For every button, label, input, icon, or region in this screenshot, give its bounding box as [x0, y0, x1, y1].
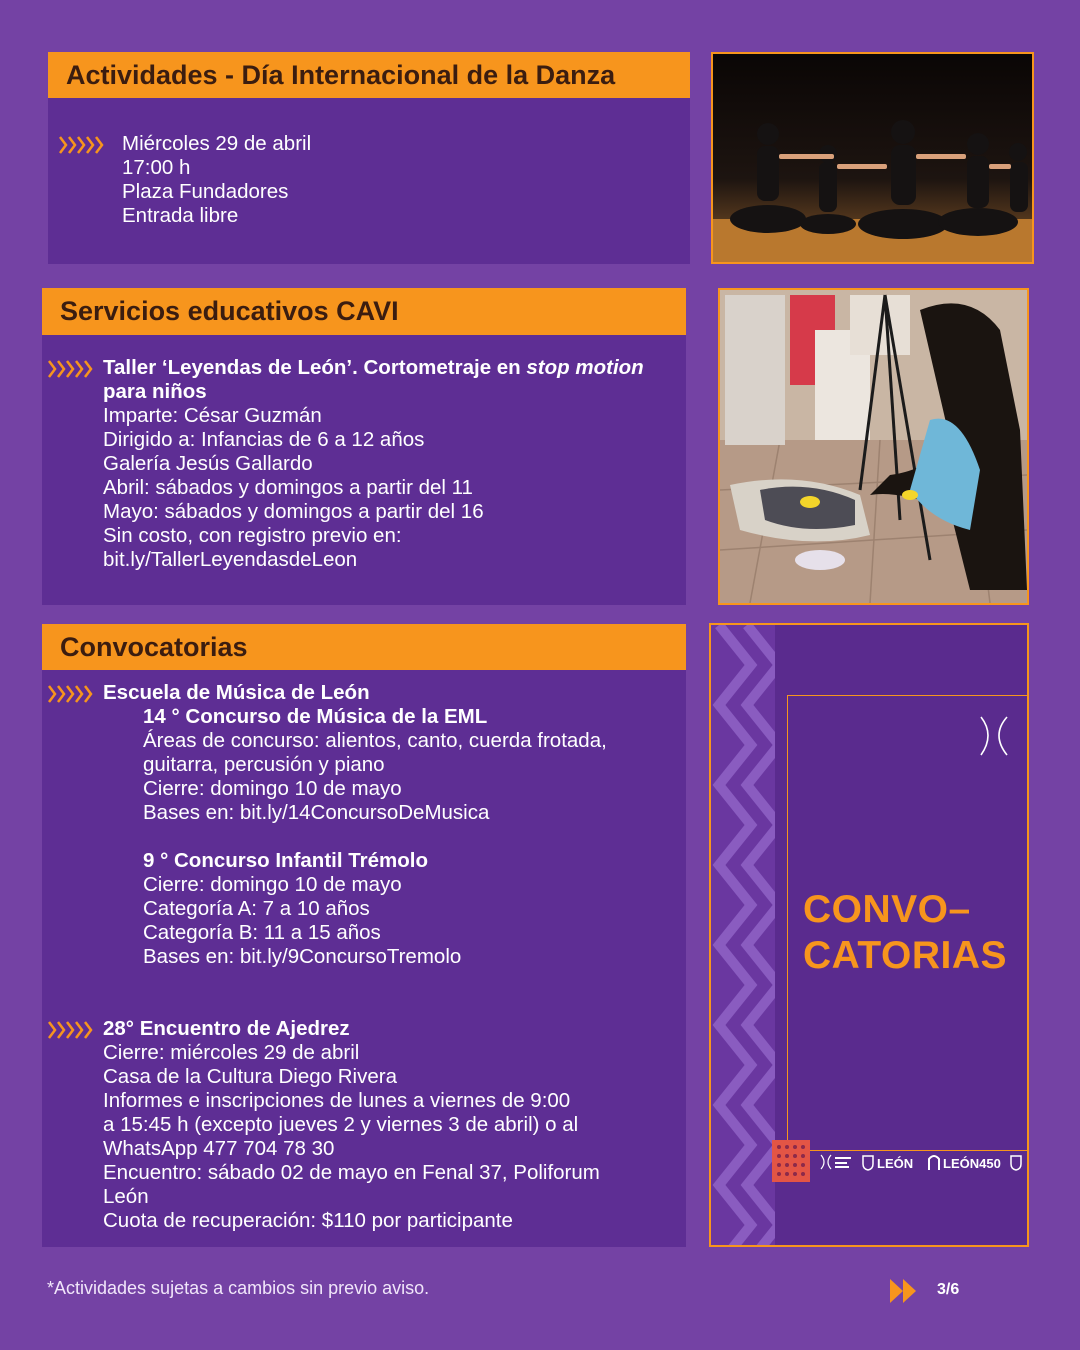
danza-details	[122, 132, 311, 228]
cavi-line: Galería Jesús Gallardo	[103, 452, 313, 475]
school-heading: Escuela de Música de León	[103, 681, 370, 704]
contest2-link[interactable]: Bases en: bit.ly/9ConcursoTremolo	[143, 945, 462, 968]
cavi-line: Abril: sábados y domingos a partir del 11	[103, 476, 473, 499]
contest2-line: Categoría B: 11 a 15 años	[143, 921, 381, 944]
fast-forward-icon[interactable]	[890, 1279, 918, 1303]
institute-small-logo-icon	[818, 1153, 854, 1171]
contest2-details	[143, 849, 461, 969]
contest2-line: Cierre: domingo 10 de mayo	[143, 873, 402, 896]
contest1-details	[143, 705, 607, 825]
chess-line: a 15:45 h (excepto jueves 2 y viernes 3 de abril) o al	[103, 1113, 579, 1136]
workshop-photo	[718, 288, 1029, 605]
cavi-line: Dirigido a: Infancias de 6 a 12 años	[103, 428, 425, 451]
taller-heading-text: Taller ‘Leyendas de León’. Cortometraje en	[103, 356, 527, 379]
danza-line: 17:00 h	[122, 156, 191, 179]
zigzag-pattern	[711, 625, 775, 1245]
dance-photo	[711, 52, 1034, 264]
cavi-line: Sin costo, con registro previo en:	[103, 524, 402, 547]
danza-line: Miércoles 29 de abril	[122, 132, 312, 155]
cavi-details	[103, 356, 644, 572]
poster-title-line1: CONVO–	[803, 888, 971, 931]
disclaimer-footnote: *Actividades sujetas a cambios sin previo aviso.	[47, 1278, 430, 1298]
section-convocatorias-title: Convocatorias	[42, 624, 686, 670]
contest1-line: Áreas de concurso: alientos, canto, cuerda frotada,	[143, 729, 607, 752]
chess-line: León	[103, 1185, 149, 1208]
poster-title-line2: CATORIAS	[803, 934, 1008, 977]
chevron-arrows-icon	[47, 359, 97, 379]
chess-line: Cierre: miércoles 29 de abril	[103, 1041, 360, 1064]
contest1-line: Cierre: domingo 10 de mayo	[143, 777, 402, 800]
section-cavi-title: Servicios educativos CAVI	[42, 288, 686, 335]
leon450-logo-text: LEÓN450	[943, 1156, 1001, 1171]
danza-line: Plaza Fundadores	[122, 180, 289, 203]
leon450-arch-icon	[927, 1153, 941, 1171]
chess-title: 28° Encuentro de Ajedrez	[103, 1017, 350, 1040]
contest2-line: Categoría A: 7 a 10 años	[143, 897, 370, 920]
institute-logo-icon	[973, 713, 1013, 759]
chess-line: WhatsApp 477 704 78 30	[103, 1137, 335, 1160]
chess-line: Informes e inscripciones de lunes a viernes de 9:00	[103, 1089, 571, 1112]
chess-line: Encuentro: sábado 02 de mayo en Fenal 37, Poliforum	[103, 1161, 600, 1184]
leon-logo-text: LEÓN	[877, 1156, 914, 1171]
cavi-line: Mayo: sábados y domingos a partir del 16	[103, 500, 484, 523]
dot-grid-icon	[772, 1140, 810, 1182]
page-number: 3/6	[937, 1281, 960, 1298]
taller-heading-italic: stop motion	[526, 356, 644, 379]
leon-shield-icon	[862, 1155, 874, 1171]
poster-title	[803, 887, 1007, 979]
chess-line: Cuota de recuperación: $110 por participante	[103, 1209, 513, 1232]
taller-heading	[103, 356, 644, 380]
chess-line: Casa de la Cultura Diego Rivera	[103, 1065, 397, 1088]
convocatorias-poster	[709, 623, 1029, 1247]
taller-heading-line2: para niños	[103, 380, 207, 403]
contest1-link[interactable]: Bases en: bit.ly/14ConcursoDeMusica	[143, 801, 490, 824]
chevron-arrows-icon	[47, 1020, 97, 1040]
section-danza-title: Actividades - Día Internacional de la Danza	[48, 52, 690, 98]
chess-details	[103, 1017, 600, 1233]
contest1-title: 14 ° Concurso de Música de la EML	[143, 705, 488, 728]
contest1-line: guitarra, percusión y piano	[143, 753, 385, 776]
danza-line: Entrada libre	[122, 204, 239, 227]
chevron-arrows-icon	[47, 684, 97, 704]
chevron-arrows-icon	[58, 135, 108, 155]
cavi-link[interactable]: bit.ly/TallerLeyendasdeLeon	[103, 548, 358, 571]
leon450-shield-icon	[1010, 1155, 1022, 1171]
contest2-title: 9 ° Concurso Infantil Trémolo	[143, 849, 428, 872]
cavi-line: Imparte: César Guzmán	[103, 404, 322, 427]
